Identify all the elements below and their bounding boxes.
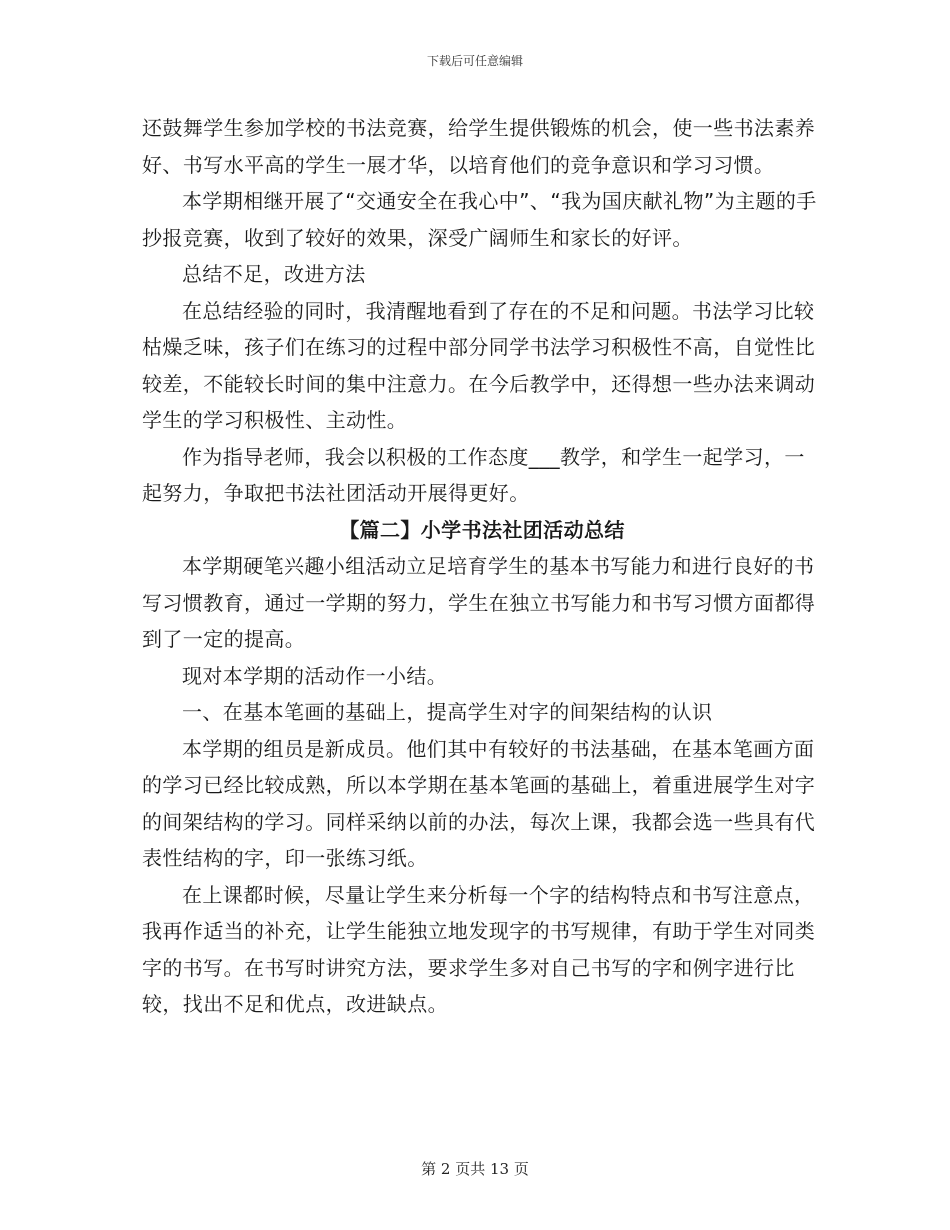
paragraph: 本学期相继开展了“交通安全在我心中”、“我为国庆献礼物”为主题的手抄报竞赛，收到了较好的效果，深受广阔师生和家长的好评。	[142, 189, 817, 250]
paragraph: 总结不足，改进方法	[182, 262, 366, 286]
paragraph: 现对本学期的活动作一小结。	[182, 663, 448, 688]
paragraph: 作为指导老师，我会以积极的工作态度___教学，和学生一起学习，一起努力，争取把书法社团活动开展得更好。	[142, 444, 805, 505]
paragraph: 还鼓舞学生参加学校的书法竞赛，给学生提供锻炼的机会，使一些书法素养好、书写水平高的学生一展才华，以培育他们的竞争意识和学习习惯。	[142, 116, 816, 177]
paragraph: 本学期硬笔兴趣小组活动立足培育学生的基本书写能力和进行良好的书写习惯教育，通过一学期的努力，学生在独立书写能力和书写习惯方面都得到了一定的提高。	[142, 554, 816, 651]
page-footer: 第 2 页共 13 页	[421, 1160, 529, 1178]
paragraph: 一、在基本笔画的基础上，提高学生对字的间架结构的认识	[182, 700, 713, 724]
section-heading: 【篇二】小学书法社团活动总结	[339, 517, 625, 542]
document-body	[142, 110, 822, 1023]
page-header: 下载后可任意编辑	[426, 54, 523, 68]
paragraph: 在上课都时候，尽量让学生来分析每一个字的结构特点和书写注意点，我再作适当的补充，让学生能独立地发现字的书写规律，有助于学生对同类字的书写。在书写时讲究方法，要求学生多对自己书写的字和例字进行比较，找出不足和优点，改进缺点。	[142, 882, 816, 1016]
paragraph: 在总结经验的同时，我清醒地看到了存在的不足和问题。书法学习比较枯燥乏味，孩子们在练习的过程中部分同学书法学习积极性不高，自觉性比较差，不能较长时间的集中注意力。在今后教学中，还得想一些办法来调动学生的学习积极性、主动性。	[142, 298, 816, 432]
paragraph: 本学期的组员是新成员。他们其中有较好的书法基础，在基本笔画方面的学习已经比较成熟，所以本学期在基本笔画的基础上，着重进展学生对字的间架结构的学习。同样采纳以前的办法，每次上课，我都会选一些具有代表性结构的字，印一张练习纸。	[142, 736, 816, 870]
